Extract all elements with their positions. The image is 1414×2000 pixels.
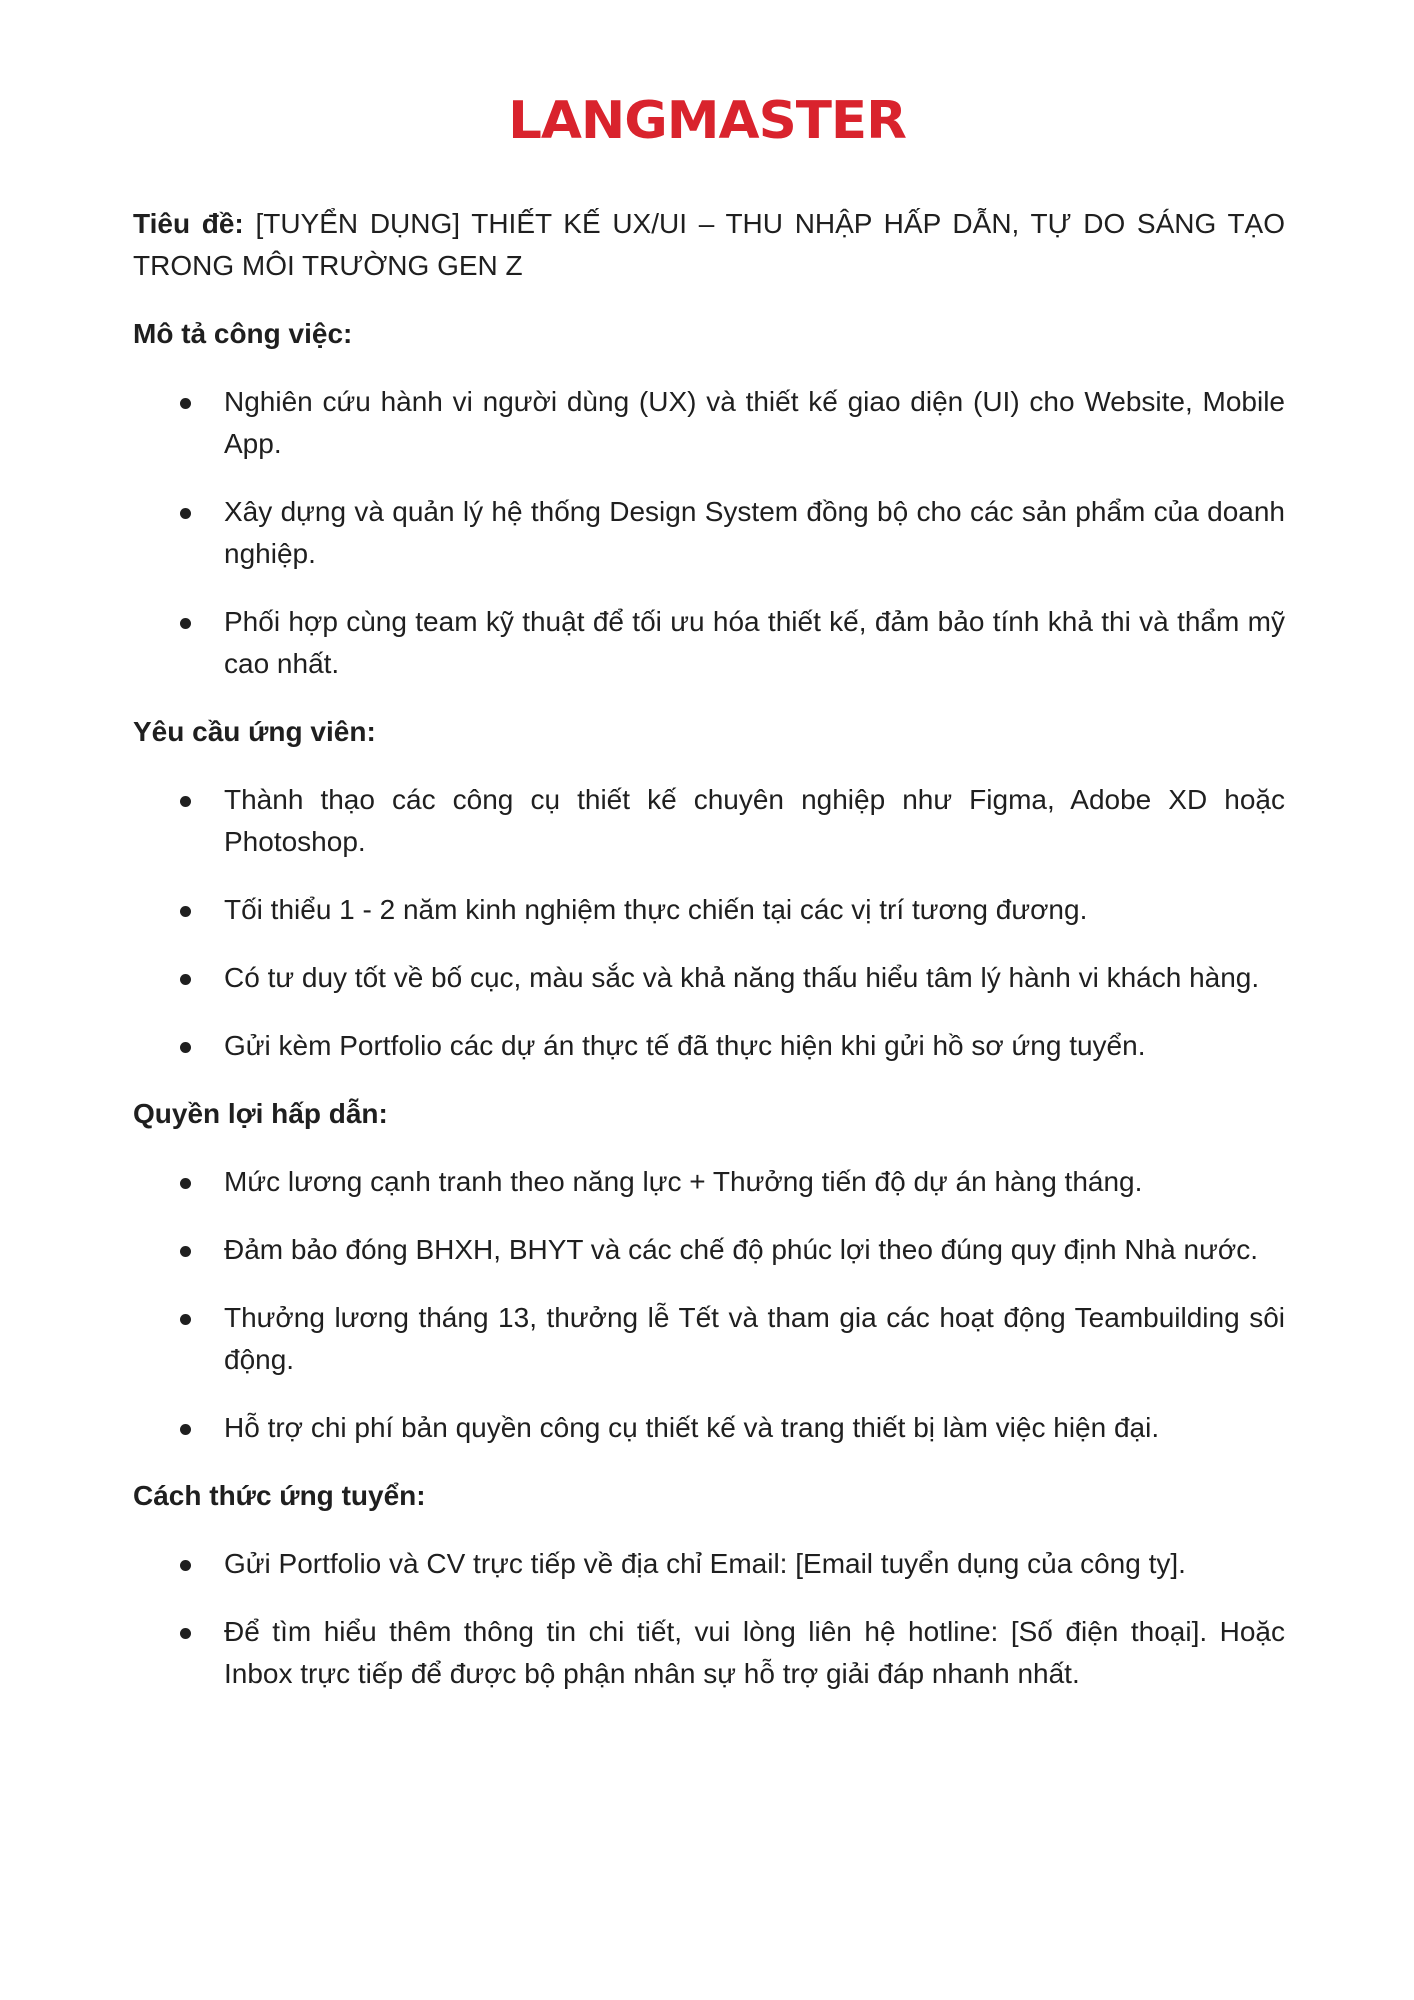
how-to-apply-list: [133, 1543, 1285, 1695]
list-item: [133, 1161, 1285, 1203]
section-heading-job-description: Mô tả công việc:: [133, 318, 353, 349]
bullet-icon: [180, 1178, 191, 1189]
list-item-text: Thưởng lương tháng 13, thưởng lễ Tết và tham gia các hoạt động Teambuilding sôi động.: [224, 1302, 1285, 1375]
section-heading-requirements: Yêu cầu ứng viên:: [133, 716, 376, 747]
list-item-text: Thành thạo các công cụ thiết kế chuyên nghiệp như Figma, Adobe XD hoặc Photoshop.: [224, 784, 1285, 857]
bullet-icon: [180, 1560, 191, 1571]
list-item: [133, 1543, 1285, 1585]
bullet-icon: [180, 906, 191, 917]
list-item-text: Nghiên cứu hành vi người dùng (UX) và thiết kế giao diện (UI) cho Website, Mobile App.: [224, 386, 1285, 459]
list-item: [133, 491, 1285, 575]
document-body: [133, 203, 1285, 1721]
list-item: [133, 889, 1285, 931]
list-item-text: Hỗ trợ chi phí bản quyền công cụ thiết kế và trang thiết bị làm việc hiện đại.: [224, 1412, 1160, 1443]
list-item-text: Tối thiểu 1 - 2 năm kinh nghiệm thực chiến tại các vị trí tương đương.: [224, 894, 1088, 925]
list-item: [133, 1297, 1285, 1381]
list-item-text: Phối hợp cùng team kỹ thuật để tối ưu hóa thiết kế, đảm bảo tính khả thi và thẩm mỹ cao nhất.: [224, 606, 1285, 679]
bullet-icon: [180, 1314, 191, 1325]
title-label: Tiêu đề:: [133, 208, 244, 239]
bullet-icon: [180, 796, 191, 807]
job-title: [133, 203, 1285, 287]
bullet-icon: [180, 974, 191, 985]
list-item: [133, 1611, 1285, 1695]
section-heading-how-to-apply: Cách thức ứng tuyển:: [133, 1480, 426, 1511]
requirements-list: [133, 779, 1285, 1067]
list-item: [133, 381, 1285, 465]
list-item: [133, 779, 1285, 863]
bullet-icon: [180, 508, 191, 519]
title-text: [TUYỂN DỤNG] THIẾT KẾ UX/UI – THU NHẬP HẤP DẪN, TỰ DO SÁNG TẠO TRONG MÔI TRƯỜNG GEN Z: [133, 208, 1286, 281]
list-item-text: Để tìm hiểu thêm thông tin chi tiết, vui lòng liên hệ hotline: [Số điện thoại]. Hoặc Inbox trực tiếp để được bộ phận nhân sự hỗ trợ giải đáp nhanh nhất.: [224, 1616, 1285, 1689]
list-item: [133, 1229, 1285, 1271]
list-item-text: Gửi kèm Portfolio các dự án thực tế đã thực hiện khi gửi hồ sơ ứng tuyển.: [224, 1030, 1146, 1061]
bullet-icon: [180, 1424, 191, 1435]
logo: [0, 91, 1414, 151]
bullet-icon: [180, 1042, 191, 1053]
list-item-text: Có tư duy tốt về bố cục, màu sắc và khả năng thấu hiểu tâm lý hành vi khách hàng.: [224, 962, 1260, 993]
list-item: [133, 1025, 1285, 1067]
logo-wordmark: LANGMASTER: [508, 91, 906, 151]
bullet-icon: [180, 618, 191, 629]
bullet-icon: [180, 1246, 191, 1257]
bullet-icon: [180, 1628, 191, 1639]
benefits-list: [133, 1161, 1285, 1449]
list-item-text: Mức lương cạnh tranh theo năng lực + Thưởng tiến độ dự án hàng tháng.: [224, 1166, 1143, 1197]
list-item-text: Xây dựng và quản lý hệ thống Design System đồng bộ cho các sản phẩm của doanh nghiệp.: [224, 496, 1285, 569]
list-item: [133, 601, 1285, 685]
bullet-icon: [180, 398, 191, 409]
section-heading-benefits: Quyền lợi hấp dẫn:: [133, 1098, 388, 1129]
list-item-text: Gửi Portfolio và CV trực tiếp về địa chỉ Email: [Email tuyển dụng của công ty].: [224, 1548, 1186, 1579]
list-item-text: Đảm bảo đóng BHXH, BHYT và các chế độ phúc lợi theo đúng quy định Nhà nước.: [224, 1234, 1258, 1265]
list-item: [133, 1407, 1285, 1449]
list-item: [133, 957, 1285, 999]
job-description-list: [133, 381, 1285, 685]
